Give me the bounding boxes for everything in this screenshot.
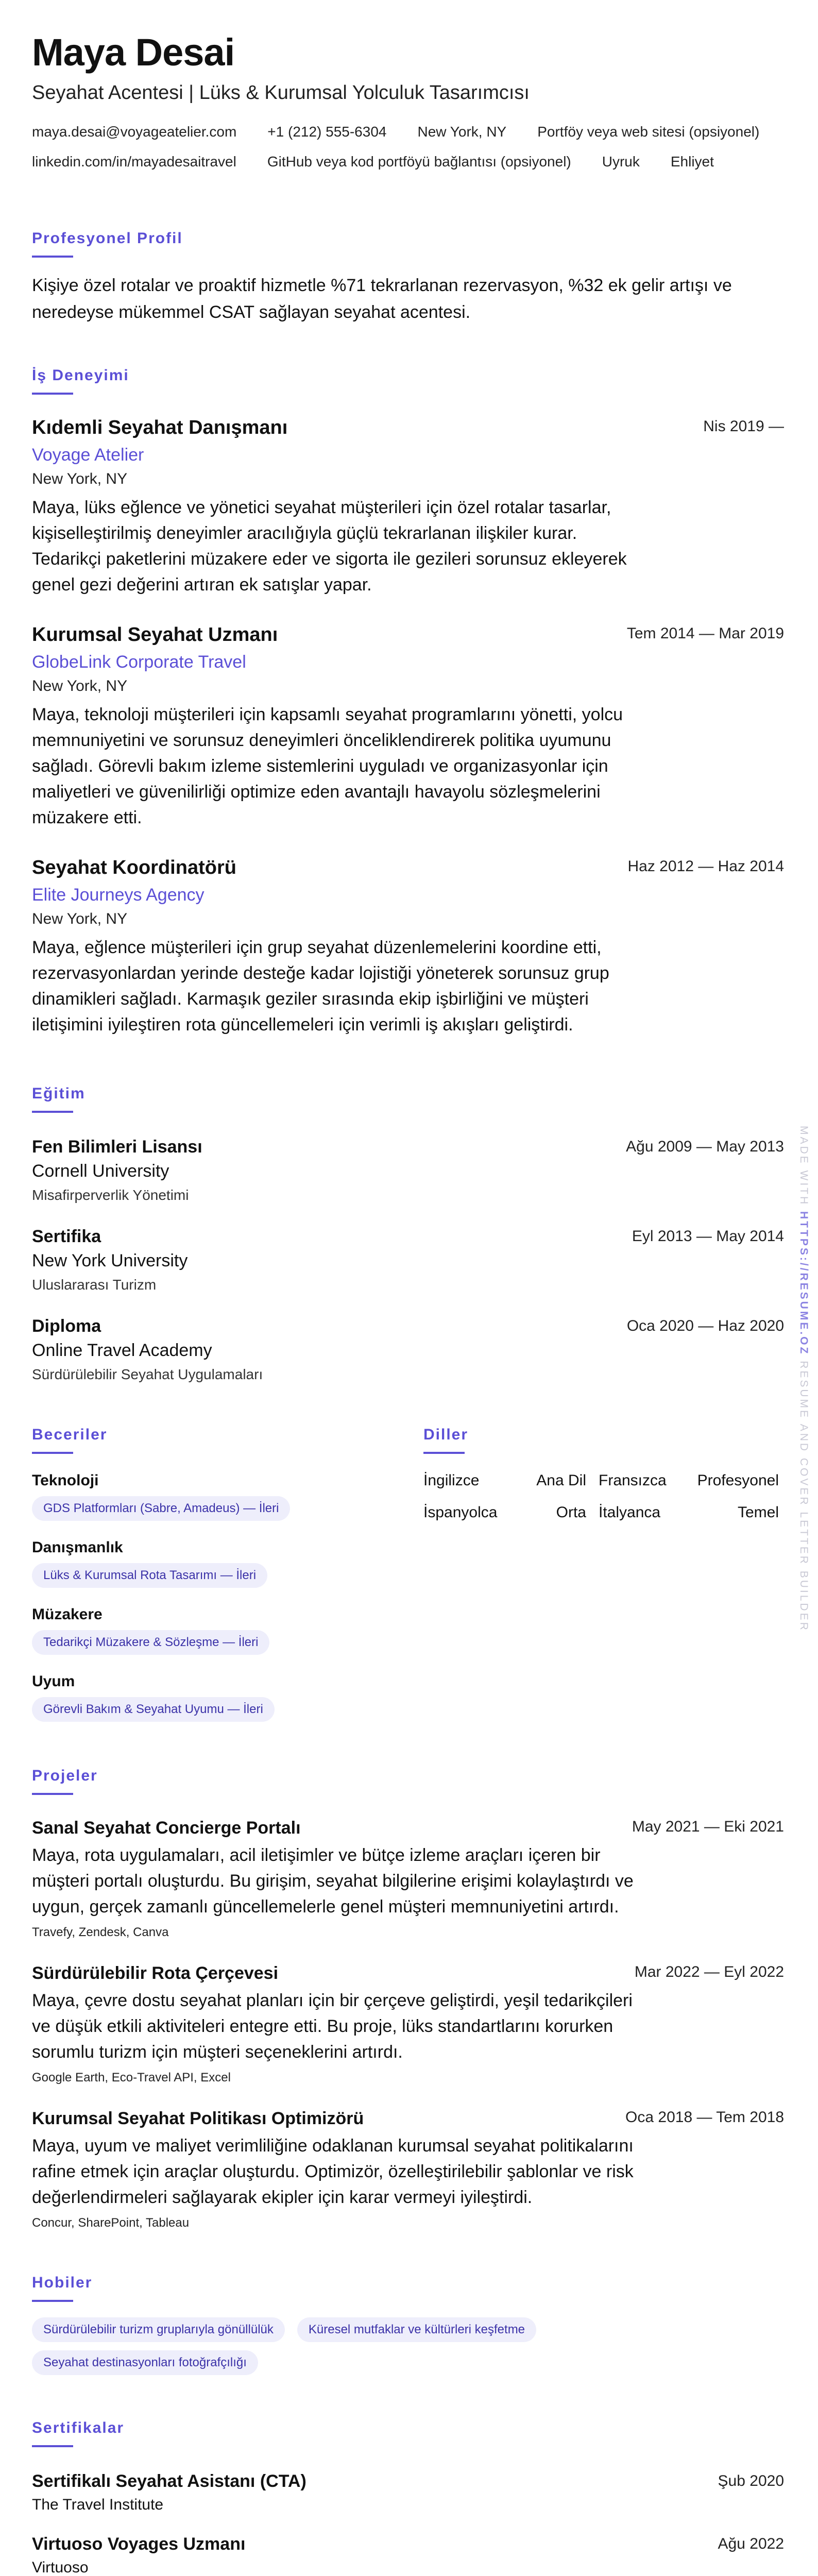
skill-chip: GDS Platformları (Sabre, Amadeus) — İleri	[32, 1496, 290, 1521]
contact-nationality: Uyruk	[602, 154, 640, 170]
language-name: İngilizce	[423, 1472, 480, 1489]
job-title: Kıdemli Seyahat Danışmanı	[32, 417, 288, 438]
headline: Seyahat Acentesi | Lüks & Kurumsal Yolculuk Tasarımcısı	[32, 82, 530, 104]
skill-name: Danışmanlık	[32, 1539, 123, 1556]
section-title-education: Eğitim	[32, 1085, 86, 1102]
company-name: Voyage Atelier	[32, 445, 144, 465]
skill-name: Teknoloji	[32, 1472, 99, 1489]
profile-section	[32, 229, 784, 326]
skill-group	[32, 1604, 423, 1655]
project-entry	[32, 1961, 784, 2087]
school-name: Online Travel Academy	[32, 1341, 212, 1360]
language-name: İspanyolca	[423, 1504, 498, 1521]
project-title: Sanal Seyahat Concierge Portalı	[32, 1818, 301, 1838]
study-area: Misafirperverlik Yönetimi	[32, 1187, 189, 1203]
skill-chip: Görevli Bakım & Seyahat Uyumu — İleri	[32, 1697, 275, 1722]
project-tech: Google Earth, Eco-Travel API, Excel	[32, 2071, 231, 2084]
skills-languages-row	[32, 1425, 784, 1722]
degree: Sertifika	[32, 1227, 101, 1246]
project-description: Maya, rota uygulamaları, acil iletişimler ve bütçe izleme araçları içeren bir müşteri portalı oluşturdu. Bu girişim, seyahat bilgilerine erişimi kolaylaştırdı ve uygun, gerçek zamanlı güncellemelerle genel müşteri memnuniyetini artırdı.	[32, 1845, 634, 1917]
hobby-list	[32, 2317, 650, 2375]
language-level: Profesyonel	[697, 1472, 779, 1489]
education-date: Eyl 2013 — May 2014	[632, 1228, 784, 1245]
section-rule	[32, 1452, 73, 1454]
hobbies-section	[32, 2273, 784, 2375]
contact-linkedin[interactable]: linkedin.com/in/mayadesaitravel	[32, 154, 236, 170]
section-rule	[32, 1111, 73, 1113]
skills-section	[32, 1425, 423, 1722]
hobby-chip: Seyahat destinasyonları fotoğrafçılığı	[32, 2350, 258, 2375]
language-level: Ana Dil	[536, 1472, 586, 1489]
contact-portfolio[interactable]: Portföy veya web sitesi (opsiyonel)	[537, 124, 760, 140]
project-title: Kurumsal Seyahat Politikası Optimizörü	[32, 2109, 364, 2128]
skill-group	[32, 1470, 423, 1521]
project-tech: Concur, SharePoint, Tableau	[32, 2216, 190, 2230]
experience-entry	[32, 622, 784, 831]
certification-entry	[32, 2533, 784, 2576]
section-title-hobbies: Hobiler	[32, 2274, 93, 2291]
watermark-suffix: RESUME AND COVER LETTER BUILDER	[798, 1361, 810, 1632]
job-date: Tem 2014 — Mar 2019	[626, 625, 784, 642]
study-area: Uluslararası Turizm	[32, 1277, 157, 1293]
section-rule	[32, 2300, 73, 2302]
section-title-projects: Projeler	[32, 1767, 98, 1784]
project-date: Mar 2022 — Eyl 2022	[634, 1963, 784, 1980]
job-date: Haz 2012 — Haz 2014	[627, 858, 784, 875]
project-description: Maya, çevre dostu seyahat planları için bir çerçeve geliştirdi, yeşil tedarikçileri ve düşük etkili aktiviteleri entegre etti. Bu proje, lüks standartlarını korurken sorumlu turizm için müşteri seçeneklerini artırdı.	[32, 1991, 633, 2062]
study-area: Sürdürülebilir Seyahat Uygulamaları	[32, 1366, 263, 1382]
section-rule	[32, 1793, 73, 1795]
company-name: Elite Journeys Agency	[32, 885, 204, 905]
job-description: Maya, teknoloji müşterileri için kapsamlı seyahat programlarını yönetti, yolcu memnuniyetini ve sorunsuz deneyimleri önceliklendirerek politika uyumunu sağladı. Görevli bakım izleme sistemlerini uyguladı ve organizasyonlar için maliyetleri ve güvenilirliği optimize eden avantajlı havayolu sözleşmelerini müzakere etti.	[32, 705, 623, 827]
section-title-experience: İş Deneyimi	[32, 367, 129, 384]
hobby-chip: Sürdürülebilir turizm gruplarıyla gönüllülük	[32, 2317, 285, 2342]
contact-location: New York, NY	[417, 124, 507, 140]
job-location: New York, NY	[32, 677, 128, 694]
certification-date: Şub 2020	[718, 2472, 784, 2489]
contact-list	[32, 122, 794, 172]
language-level: Temel	[737, 1504, 779, 1521]
watermark-prefix: MADE WITH	[798, 1126, 810, 1207]
certification-entry	[32, 2470, 784, 2515]
job-description: Maya, eğlence müşterileri için grup seyahat düzenlemelerini koordine etti, rezervasyonlardan yerinde desteğe kadar lojistiği yöneterek sorunsuz grup dinamikleri sağladı. Karmaşık geziler sırasında ekip işbirliğini ve müşteri iletişimini iyileştiren rota güncellemeleri için verimli iş akışları geliştirdi.	[32, 938, 609, 1035]
section-rule	[32, 2445, 73, 2447]
section-rule	[32, 393, 73, 395]
skill-group	[32, 1537, 423, 1588]
project-description: Maya, uyum ve maliyet verimliliğine odaklanan kurumsal seyahat politikalarını rafine etmek için araçlar oluşturdu. Optimizör, özelleştirilebilir şablonlar ve risk değerlendirmeleri sağlayarak ekipler için karar vermeyi iyileştirdi.	[32, 2136, 634, 2207]
certification-title: Sertifikalı Seyahat Asistanı (CTA)	[32, 2471, 306, 2491]
section-title-languages: Diller	[423, 1426, 469, 1443]
section-title-skills: Beceriler	[32, 1426, 108, 1443]
hobby-chip: Küresel mutfaklar ve kültürleri keşfetme	[297, 2317, 536, 2342]
languages-section	[423, 1425, 784, 1722]
certification-date: Ağu 2022	[718, 2535, 784, 2552]
experience-entry	[32, 855, 784, 1038]
certification-issuer: Virtuoso	[32, 2559, 89, 2576]
builder-watermark	[797, 1126, 810, 1632]
skill-chip: Lüks & Kurumsal Rota Tasarımı — İleri	[32, 1563, 267, 1588]
skill-name: Uyum	[32, 1673, 75, 1690]
resume-page	[32, 30, 784, 2576]
degree: Diploma	[32, 1316, 101, 1336]
education-date: Oca 2020 — Haz 2020	[626, 1317, 784, 1334]
job-date: Nis 2019 —	[703, 418, 784, 435]
job-description: Maya, lüks eğlence ve yönetici seyahat müşterileri için özel rotalar tasarlar, kişiselleştirilmiş deneyimler aracılığıyla güçlü tekrarlanan ilişkiler kurar. Tedarikçi paketlerini müzakere eder ve sigorta ile gezileri sorunsuz ekleyerek genel gezi değerini artıran ek satışlar yapar.	[32, 498, 627, 595]
project-tech: Travefy, Zendesk, Canva	[32, 1925, 169, 1939]
candidate-name: Maya Desai	[32, 31, 235, 74]
experience-section	[32, 366, 784, 1038]
project-title: Sürdürülebilir Rota Çerçevesi	[32, 1963, 279, 1983]
education-date: Ağu 2009 — May 2013	[626, 1138, 784, 1155]
skill-chip: Tedarikçi Müzakere & Sözleşme — İleri	[32, 1630, 269, 1655]
language-name: İtalyanca	[599, 1504, 661, 1521]
job-title: Kurumsal Seyahat Uzmanı	[32, 624, 278, 646]
education-entry	[32, 1136, 784, 1206]
education-section	[32, 1084, 784, 1385]
education-entry	[32, 1315, 784, 1385]
education-entry	[32, 1225, 784, 1295]
language-name: Fransızca	[599, 1472, 667, 1489]
school-name: New York University	[32, 1251, 188, 1270]
section-rule	[423, 1452, 465, 1454]
skill-group	[32, 1671, 423, 1722]
section-title-certifications: Sertifikalar	[32, 2419, 125, 2436]
project-date: Oca 2018 — Tem 2018	[625, 2109, 784, 2126]
project-entry	[32, 2106, 784, 2232]
languages-grid	[423, 1470, 784, 1523]
projects-section	[32, 1766, 784, 2232]
job-location: New York, NY	[32, 910, 128, 927]
profile-summary: Kişiye özel rotalar ve proaktif hizmetle %71 tekrarlanan rezervasyon, %32 ek gelir artışı ve neredeyse mükemmel CSAT sağlayan seyahat acentesi.	[32, 276, 732, 322]
contact-license: Ehliyet	[670, 154, 714, 170]
contact-email[interactable]: maya.desai@voyageatelier.com	[32, 124, 237, 140]
school-name: Cornell University	[32, 1161, 169, 1181]
section-rule	[32, 256, 73, 258]
section-title-profile: Profesyonel Profil	[32, 230, 183, 247]
company-name: GlobeLink Corporate Travel	[32, 652, 246, 672]
watermark-link[interactable]: HTTPS://RESUME.OZ	[798, 1211, 810, 1356]
contact-phone[interactable]: +1 (212) 555-6304	[267, 124, 387, 140]
project-date: May 2021 — Eki 2021	[632, 1818, 784, 1835]
certification-title: Virtuoso Voyages Uzmanı	[32, 2534, 246, 2554]
language-level: Orta	[556, 1504, 586, 1521]
contact-github[interactable]: GitHub veya kod portföyü bağlantısı (opsiyonel)	[267, 154, 571, 170]
degree: Fen Bilimleri Lisansı	[32, 1137, 202, 1157]
experience-entry	[32, 415, 784, 598]
skill-name: Müzakere	[32, 1606, 103, 1623]
job-title: Seyahat Koordinatörü	[32, 857, 236, 878]
certifications-section	[32, 2418, 784, 2576]
job-location: New York, NY	[32, 470, 128, 487]
certification-issuer: The Travel Institute	[32, 2496, 164, 2513]
project-entry	[32, 1816, 784, 1941]
